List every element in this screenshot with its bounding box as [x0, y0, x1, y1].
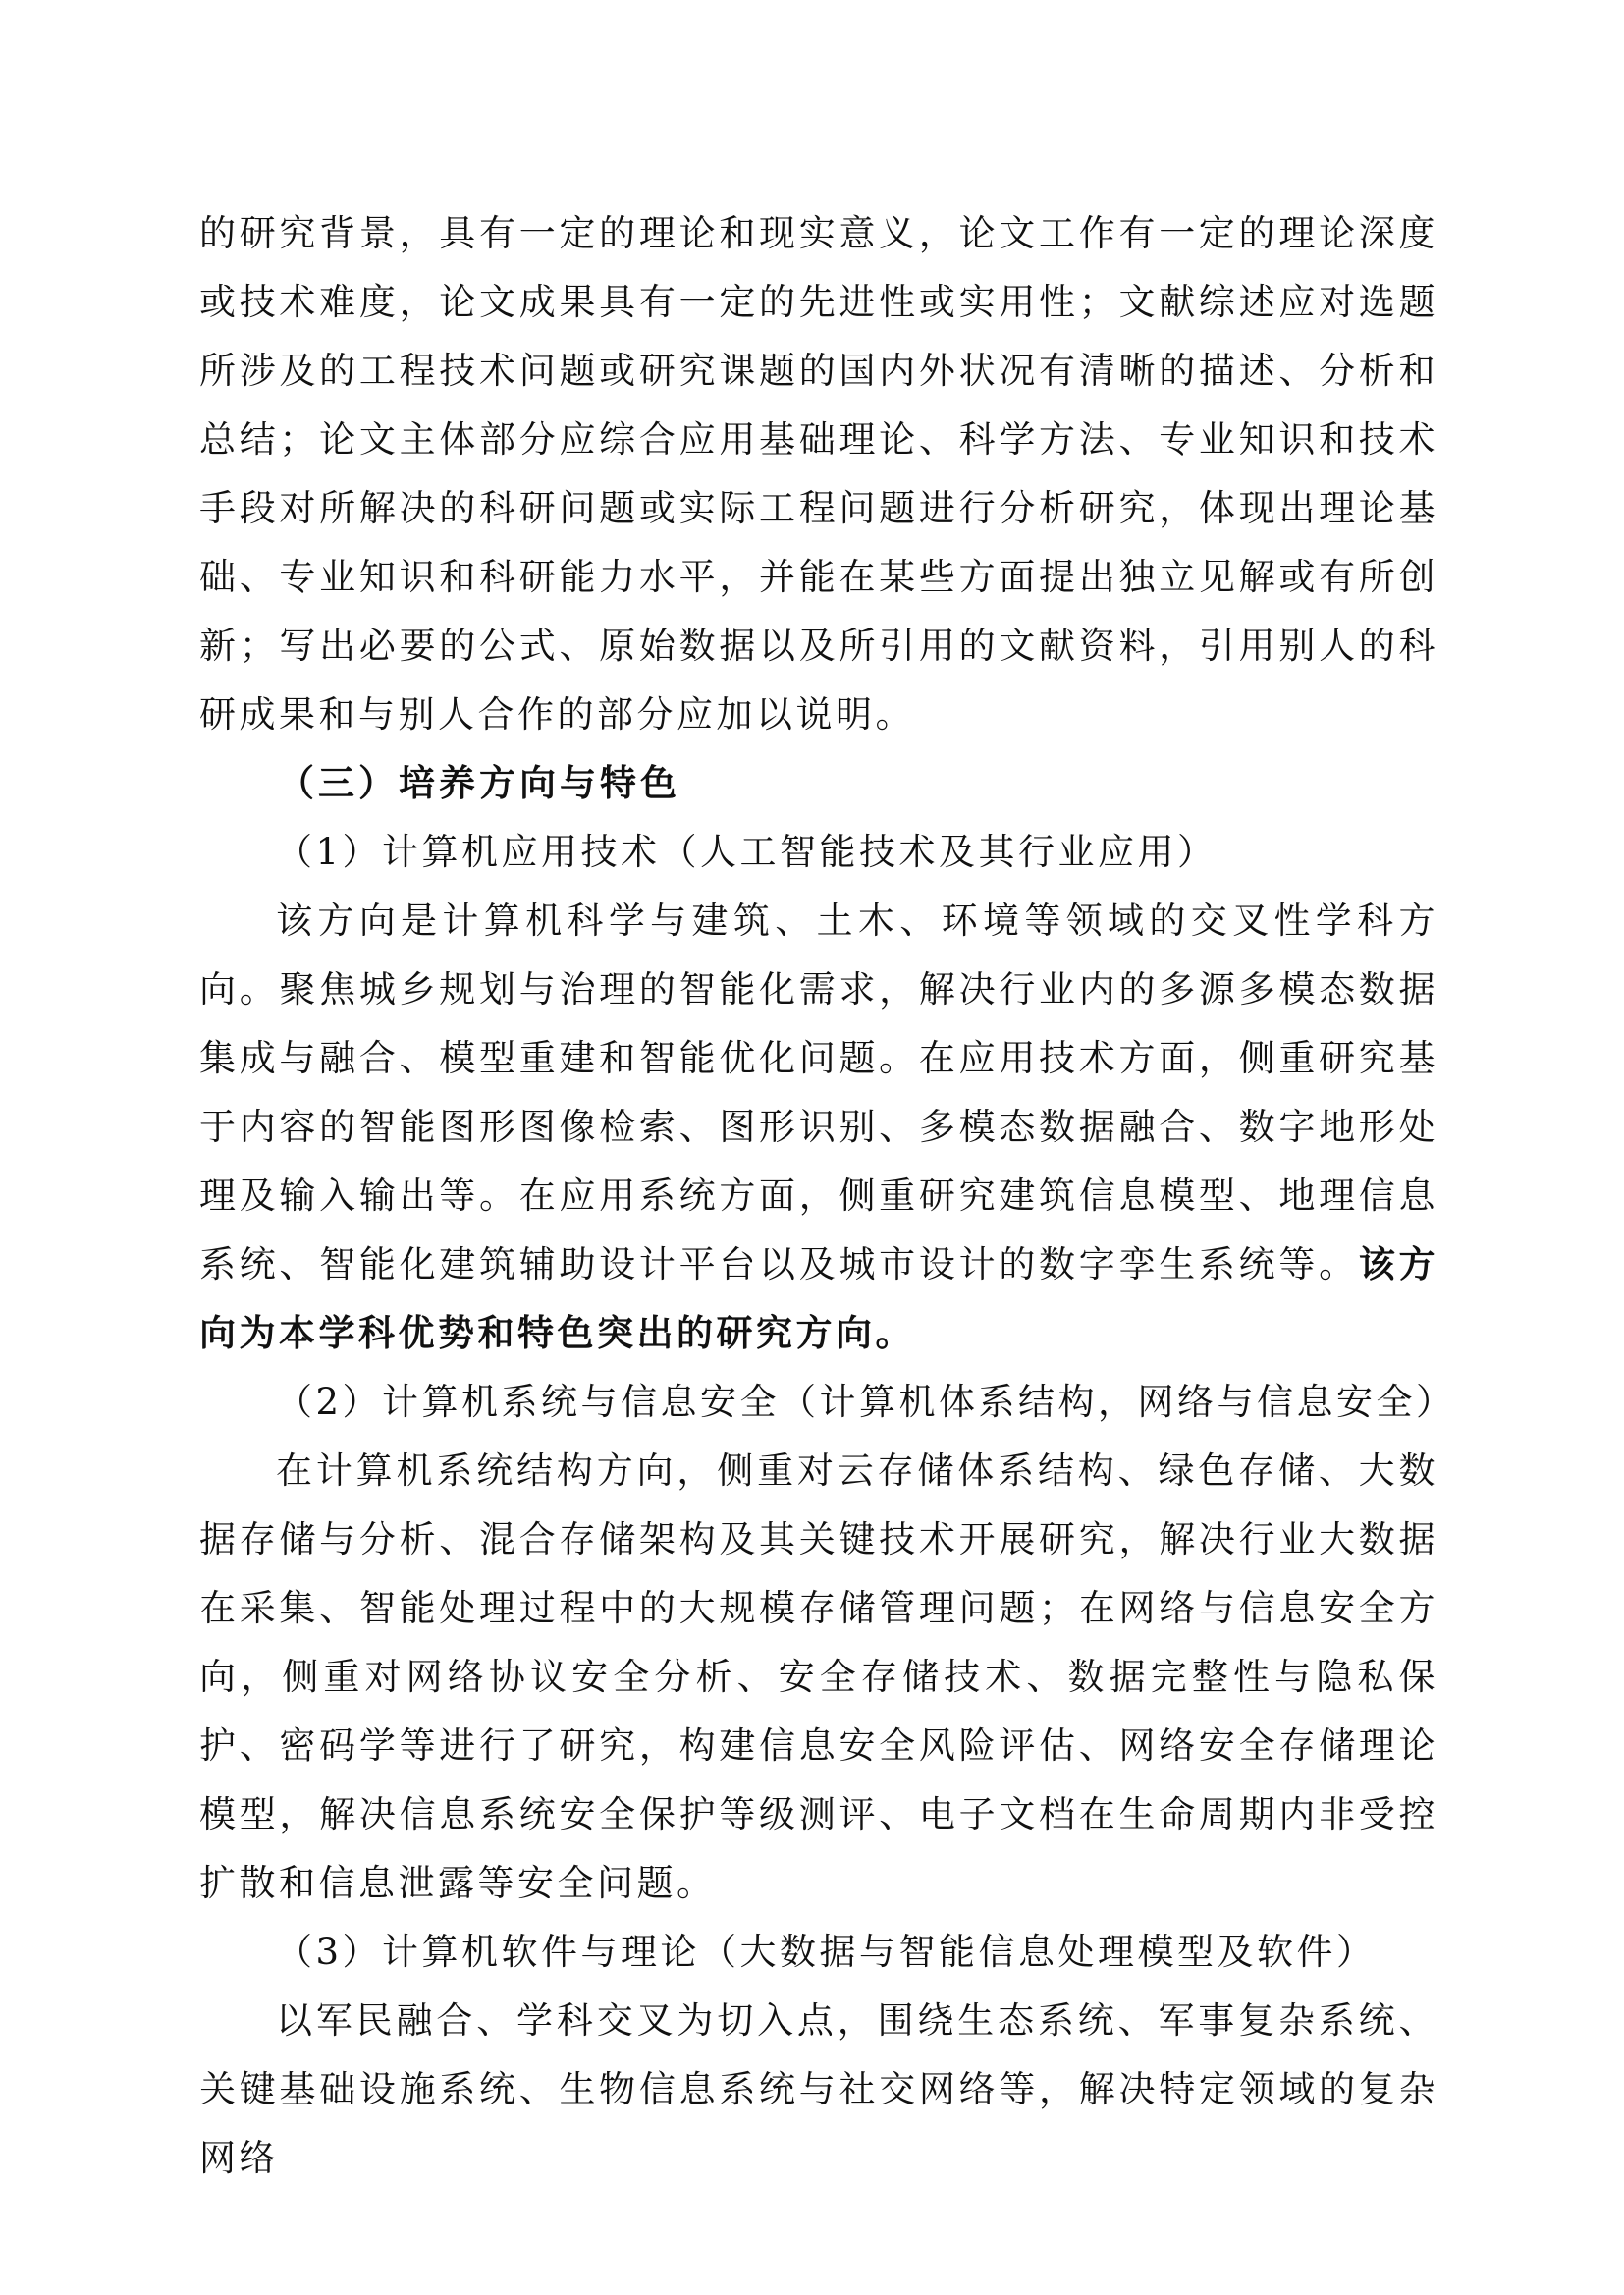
paragraph-intro: 的研究背景，具有一定的理论和现实意义，论文工作有一定的理论深度或技术难度，论文成果具有一定的先进性或实用性；文献综述应对选题所涉及的工程技术问题或研究课题的国内外状况有清晰的描述、分析和总结；论文主体部分应综合应用基础理论、科学方法、专业知识和技术手段对所解决的科研问题或实际工程问题进行分析研究，体现出理论基础、专业知识和科研能力水平，并能在某些方面提出独立见解或有所创新；写出必要的公式、原始数据以及所引用的文献资料，引用别人的科研成果和与别人合作的部分应加以说明。 [199, 212, 1438, 736]
direction1-body: 该方向是计算机科学与建筑、土木、环境等领域的交叉性学科方向。聚焦城乡规划与治理的智能化需求，解决行业内的多源多模态数据集成与融合、模型重建和智能优化问题。在应用技术方面，侧重研究基于内容的智能图形图像检索、图形识别、多模态数据融合、数字地形处理及输入输出等。在应用系统方面，侧重研究建筑信息模型、地理信息系统、智能化建筑辅助设计平台以及城市设计的数字孪生系统等。 [199, 900, 1438, 1285]
direction3-heading: （3）计算机软件与理论（大数据与智能信息处理模型及软件） [276, 1931, 1377, 1973]
direction3-body: 以军民融合、学科交叉为切入点，围绕生态系统、军事复杂系统、关键基础设施系统、生物信息系统与社交网络等，解决特定领域的复杂网络 [199, 1999, 1438, 2179]
section-heading: （三）培养方向与特色 [278, 762, 680, 804]
direction2-body: 在计算机系统结构方向，侧重对云存储体系结构、绿色存储、大数据存储与分析、混合存储架构及其关键技术开展研究，解决行业大数据在采集、智能处理过程中的大规模存储管理问题；在网络与信息安全方向，侧重对网络协议安全分析、安全存储技术、数据完整性与隐私保护、密码学等进行了研究，构建信息安全风险评估、网络安全存储理论模型，解决信息系统安全保护等级测评、电子文档在生命周期内非受控扩散和信息泄露等安全问题。 [199, 1449, 1438, 1904]
direction2-heading: （2）计算机系统与信息安全（计算机体系结构，网络与信息安全） [276, 1381, 1456, 1423]
document-body [199, 199, 1456, 2193]
direction1-highlight: 该方向为本学科优势和特色突出的研究方向。 [199, 1243, 1439, 1354]
direction1-paragraph [199, 887, 1438, 1368]
direction1-heading: （1）计算机应用技术（人工智能技术及其行业应用） [276, 831, 1218, 873]
